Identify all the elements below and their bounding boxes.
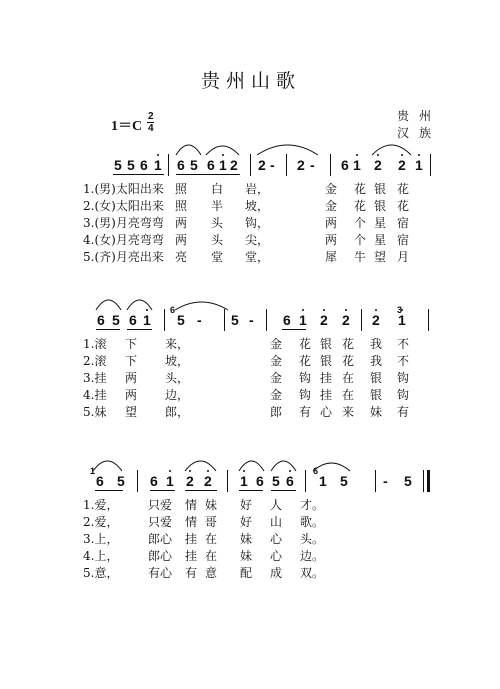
- staff-2-lyric: 钩: [397, 371, 410, 385]
- staff-1-lyric: 坡，: [245, 199, 270, 213]
- staff-2-barline: [164, 309, 165, 331]
- staff-1-note: 2: [258, 157, 266, 173]
- staff-1-lyric: 花: [354, 199, 367, 213]
- staff-2-lyric: 心: [320, 405, 333, 419]
- staff-3-note: 6: [150, 473, 158, 489]
- staff-1-barline: [430, 154, 431, 176]
- staff-2-lyric: 坡，: [165, 354, 190, 368]
- staff-3-slur: [183, 459, 218, 473]
- staff-2-note: 2: [342, 312, 350, 328]
- staff-1-beam: [176, 174, 240, 175]
- staff-1-note: 6: [341, 157, 349, 173]
- staff-1-note: 1: [415, 157, 423, 173]
- staff-3-lyric: 歌。: [300, 515, 325, 529]
- staff-3-lyric: 双。: [300, 566, 325, 580]
- staff-2-lyric: 郎: [270, 405, 283, 419]
- staff-3-beam: [239, 490, 263, 491]
- staff-3-note: 1: [166, 473, 174, 489]
- staff-3-lyric: 郎心: [148, 532, 173, 546]
- staff-2-octave-dot: [375, 309, 377, 311]
- staff-2-note: 2: [372, 312, 380, 328]
- staff-3-barline: [427, 470, 430, 492]
- staff-2-barline: [428, 309, 429, 331]
- staff-2-note: 6: [283, 312, 291, 328]
- staff-3-lyric: 在: [205, 549, 218, 563]
- staff-2-barline: [266, 309, 267, 331]
- staff-3-lyric: 哥: [205, 515, 218, 529]
- staff-2-lyric: 花: [299, 354, 312, 368]
- staff-2-slur: [94, 298, 123, 312]
- staff-1-note: -: [310, 157, 315, 173]
- staff-2-lyric: 挂: [320, 371, 333, 385]
- staff-3-beam: [185, 490, 217, 491]
- staff-3-lyric: 成: [270, 566, 283, 580]
- staff-1-lyric: 星: [374, 216, 387, 230]
- staff-2-lyric: 银: [320, 337, 333, 351]
- staff-2-lyric: 挂: [320, 388, 333, 402]
- staff-2-barline: [224, 309, 225, 331]
- staff-2-lyric: 下: [125, 354, 138, 368]
- staff-2-beam: [127, 329, 152, 330]
- staff-3-barline: [305, 470, 306, 492]
- staff-3-lyric: 3.上，: [83, 532, 119, 546]
- staff-2-lyric: 1.滚: [83, 337, 107, 351]
- staff-3-lyric: 在: [205, 532, 218, 546]
- staff-3-barline: [375, 470, 376, 492]
- staff-3-lyric: 配: [240, 566, 253, 580]
- staff-3-note: 6: [96, 473, 104, 489]
- staff-2-slur: [173, 300, 230, 312]
- staff-2-lyric: 不: [397, 354, 410, 368]
- staff-3-lyric: 妹: [240, 549, 253, 563]
- staff-2-lyric: 钩: [397, 388, 410, 402]
- staff-3-note: 1: [319, 473, 327, 489]
- staff-3-lyric: 妹: [205, 498, 218, 512]
- staff-1-note: 5: [190, 157, 198, 173]
- staff-1-slur: [204, 144, 241, 157]
- staff-2-lyric: 有: [397, 405, 410, 419]
- song-title: 贵州山歌: [201, 70, 302, 92]
- staff-3-note: 5: [117, 473, 125, 489]
- staff-2-lyric: 2.滚: [83, 354, 107, 368]
- staff-1-lyric: 望: [374, 250, 387, 264]
- staff-3-note: 5: [404, 473, 412, 489]
- staff-1-lyric: 白: [211, 182, 224, 196]
- staff-3-slur: [91, 459, 124, 473]
- staff-3-lyric: 头。: [300, 532, 325, 546]
- staff-3-grace-note: 1: [90, 466, 96, 476]
- staff-2-lyric: 两: [125, 371, 138, 385]
- staff-2-lyric: 5.妹: [83, 405, 107, 419]
- staff-1-note: 2: [230, 157, 238, 173]
- staff-2-lyric: 银: [370, 371, 383, 385]
- staff-2-octave-dot: [302, 309, 304, 311]
- staff-2-lyric: 来，: [165, 337, 190, 351]
- staff-2-note: 6: [97, 312, 105, 328]
- staff-1-barline: [286, 154, 287, 176]
- staff-1-lyric: 亮: [175, 250, 188, 264]
- staff-1-barline: [330, 154, 331, 176]
- staff-2-grace-note: 6: [170, 305, 176, 315]
- staff-3-slur: [269, 459, 298, 473]
- staff-1-lyric: 2.(女)太阳出来: [83, 199, 164, 213]
- staff-2-lyric: 妹: [370, 405, 383, 419]
- staff-2-beam: [282, 329, 306, 330]
- staff-2-lyric: 不: [397, 337, 410, 351]
- staff-2-note: 1: [398, 312, 406, 328]
- staff-2-lyric: 银: [370, 388, 383, 402]
- staff-1-note: -: [270, 157, 275, 173]
- staff-2-lyric: 郎，: [165, 405, 190, 419]
- staff-1-lyric: 个: [354, 216, 367, 230]
- staff-1-lyric: 个: [354, 233, 367, 247]
- staff-1-lyric: 两: [175, 216, 188, 230]
- staff-3-lyric: 郎心: [148, 549, 173, 563]
- staff-2-lyric: 花: [342, 337, 355, 351]
- staff-3-lyric: 边。: [300, 549, 325, 563]
- staff-1-lyric: 尖，: [245, 233, 270, 247]
- staff-3-lyric: 意: [205, 566, 218, 580]
- staff-1-barline: [250, 154, 251, 176]
- staff-2-note: 5: [112, 312, 120, 328]
- staff-1-lyric: 星: [374, 233, 387, 247]
- source-region: 贵州: [397, 109, 442, 123]
- staff-1-note: 2: [297, 157, 305, 173]
- staff-2-lyric: 我: [370, 337, 383, 351]
- staff-2-note: 5: [231, 312, 239, 328]
- staff-3-lyric: 妹: [240, 532, 253, 546]
- staff-2-beam: [96, 329, 120, 330]
- staff-2-lyric: 花: [299, 337, 312, 351]
- staff-3-lyric: 好: [240, 498, 253, 512]
- staff-3-lyric: 心: [270, 532, 283, 546]
- staff-1-note: 1: [353, 157, 361, 173]
- time-signature-bottom: 4: [148, 123, 154, 134]
- staff-2-lyric: 来: [342, 405, 355, 419]
- staff-2-lyric: 钩: [299, 371, 312, 385]
- staff-3-lyric: 有心: [148, 566, 173, 580]
- staff-1-lyric: 半: [211, 199, 224, 213]
- staff-3-note: 2: [204, 473, 212, 489]
- staff-1-note: 2: [374, 157, 382, 173]
- staff-3-lyric: 山: [270, 515, 283, 529]
- staff-1-note: 5: [127, 157, 135, 173]
- staff-1-lyric: 岩，: [245, 182, 270, 196]
- staff-2-lyric: 3.挂: [83, 371, 107, 385]
- staff-2-lyric: 有: [299, 405, 312, 419]
- staff-1-lyric: 金: [325, 182, 338, 196]
- staff-1-slur: [174, 143, 203, 157]
- time-signature-top: 2: [148, 111, 154, 122]
- staff-1-lyric: 5.(齐)月亮出来: [83, 250, 164, 264]
- staff-3-lyric: 1.爱，: [83, 498, 119, 512]
- staff-2-lyric: 在: [342, 388, 355, 402]
- staff-1-lyric: 堂，: [245, 250, 270, 264]
- staff-3-barline: [137, 470, 138, 492]
- staff-3-lyric: 5.意，: [83, 566, 119, 580]
- staff-3-lyric: 只爱: [148, 498, 173, 512]
- staff-1-octave-dot: [157, 154, 159, 156]
- staff-2-lyric: 边，: [165, 388, 190, 402]
- staff-3-note: -: [383, 473, 388, 489]
- staff-3-lyric: 只爱: [148, 515, 173, 529]
- staff-3-lyric: 有: [185, 566, 198, 580]
- staff-1-note: 1: [219, 157, 227, 173]
- staff-2-note: -: [249, 312, 254, 328]
- staff-1-lyric: 犀: [325, 250, 338, 264]
- staff-1-lyric: 两: [175, 233, 188, 247]
- staff-2-note: 6: [129, 312, 137, 328]
- staff-3-barline: [227, 470, 228, 492]
- staff-3-note: 5: [272, 473, 280, 489]
- staff-1-lyric: 堂: [211, 250, 224, 264]
- staff-2-lyric: 望: [125, 405, 138, 419]
- staff-3-lyric: 挂: [185, 549, 198, 563]
- staff-2-octave-dot: [345, 309, 347, 311]
- staff-2-lyric: 下: [125, 337, 138, 351]
- staff-1-lyric: 金: [325, 199, 338, 213]
- staff-3-lyric: 人: [270, 498, 283, 512]
- staff-3-beam: [95, 490, 123, 491]
- staff-1-note: 2: [398, 157, 406, 173]
- staff-2-note: 2: [320, 312, 328, 328]
- staff-2-lyric: 金: [270, 337, 283, 351]
- staff-1-barline: [168, 154, 169, 176]
- staff-1-lyric: 1.(男)太阳出来: [83, 182, 164, 196]
- staff-2-slur: [125, 298, 154, 312]
- staff-1-lyric: 月: [397, 250, 410, 264]
- staff-1-slur: [370, 143, 413, 157]
- staff-2-lyric: 金: [270, 354, 283, 368]
- staff-3-lyric: 情: [185, 515, 198, 529]
- staff-3-lyric: 2.爱，: [83, 515, 119, 529]
- staff-1-lyric: 两: [325, 216, 338, 230]
- staff-1-lyric: 花: [397, 182, 410, 196]
- staff-3-grace-note: 6: [313, 466, 319, 476]
- staff-2-lyric: 金: [270, 388, 283, 402]
- staff-2-lyric: 花: [342, 354, 355, 368]
- staff-1-lyric: 银: [374, 182, 387, 196]
- staff-3-octave-dot: [169, 470, 171, 472]
- staff-3-lyric: 情: [185, 498, 198, 512]
- staff-3-note: 1: [240, 473, 248, 489]
- staff-3-lyric: 4.上，: [83, 549, 119, 563]
- staff-1-lyric: 宿: [397, 233, 410, 247]
- staff-1-lyric: 花: [354, 182, 367, 196]
- staff-2-lyric: 钩: [299, 388, 312, 402]
- staff-3-barline-thin: [423, 470, 424, 492]
- staff-2-note: 1: [143, 312, 151, 328]
- staff-3-note: 2: [186, 473, 194, 489]
- staff-3-slur: [237, 459, 266, 473]
- staff-1-slur: [255, 143, 320, 157]
- staff-1-note: 6: [207, 157, 215, 173]
- staff-1-note: 6: [140, 157, 148, 173]
- staff-3-lyric: 才。: [300, 498, 325, 512]
- staff-3-lyric: 心: [270, 549, 283, 563]
- staff-1-lyric: 牛: [354, 250, 367, 264]
- key-signature: 1＝C: [111, 119, 143, 134]
- staff-1-lyric: 4.(女)月亮弯弯: [83, 233, 164, 247]
- staff-3-note: 6: [286, 473, 294, 489]
- staff-2-note: 1: [299, 312, 307, 328]
- staff-1-lyric: 照: [175, 199, 188, 213]
- staff-1-lyric: 3.(男)月亮弯弯: [83, 216, 164, 230]
- staff-1-note: 6: [177, 157, 185, 173]
- staff-2-lyric: 金: [270, 371, 283, 385]
- staff-1-lyric: 头: [211, 233, 224, 247]
- staff-1-lyric: 照: [175, 182, 188, 196]
- staff-1-lyric: 花: [397, 199, 410, 213]
- staff-3-beam: [271, 490, 296, 491]
- staff-2-lyric: 4.挂: [83, 388, 107, 402]
- staff-2-octave-dot: [323, 309, 325, 311]
- staff-1-octave-dot: [418, 154, 420, 156]
- staff-2-lyric: 头，: [165, 371, 190, 385]
- staff-2-grace-note: 3: [397, 305, 403, 315]
- staff-3-beam: [150, 490, 175, 491]
- staff-1-lyric: 宿: [397, 216, 410, 230]
- staff-1-lyric: 钩，: [245, 216, 270, 230]
- staff-1-lyric: 两: [325, 233, 338, 247]
- staff-2-lyric: 在: [342, 371, 355, 385]
- source-ethnicity: 汉族: [397, 126, 442, 140]
- staff-1-beam: [113, 174, 164, 175]
- staff-1-note: 1: [154, 157, 162, 173]
- staff-3-lyric: 挂: [185, 532, 198, 546]
- staff-2-note: 5: [177, 312, 185, 328]
- staff-1-octave-dot: [356, 154, 358, 156]
- staff-2-lyric: 银: [320, 354, 333, 368]
- staff-3-lyric: 好: [240, 515, 253, 529]
- staff-1-lyric: 头: [211, 216, 224, 230]
- staff-2-lyric: 我: [370, 354, 383, 368]
- staff-2-barline: [361, 309, 362, 331]
- staff-2-lyric: 两: [125, 388, 138, 402]
- staff-2-note: -: [197, 312, 202, 328]
- staff-1-lyric: 银: [374, 199, 387, 213]
- staff-3-note: 5: [340, 473, 348, 489]
- staff-1-note: 5: [114, 157, 122, 173]
- staff-3-note: 6: [256, 473, 264, 489]
